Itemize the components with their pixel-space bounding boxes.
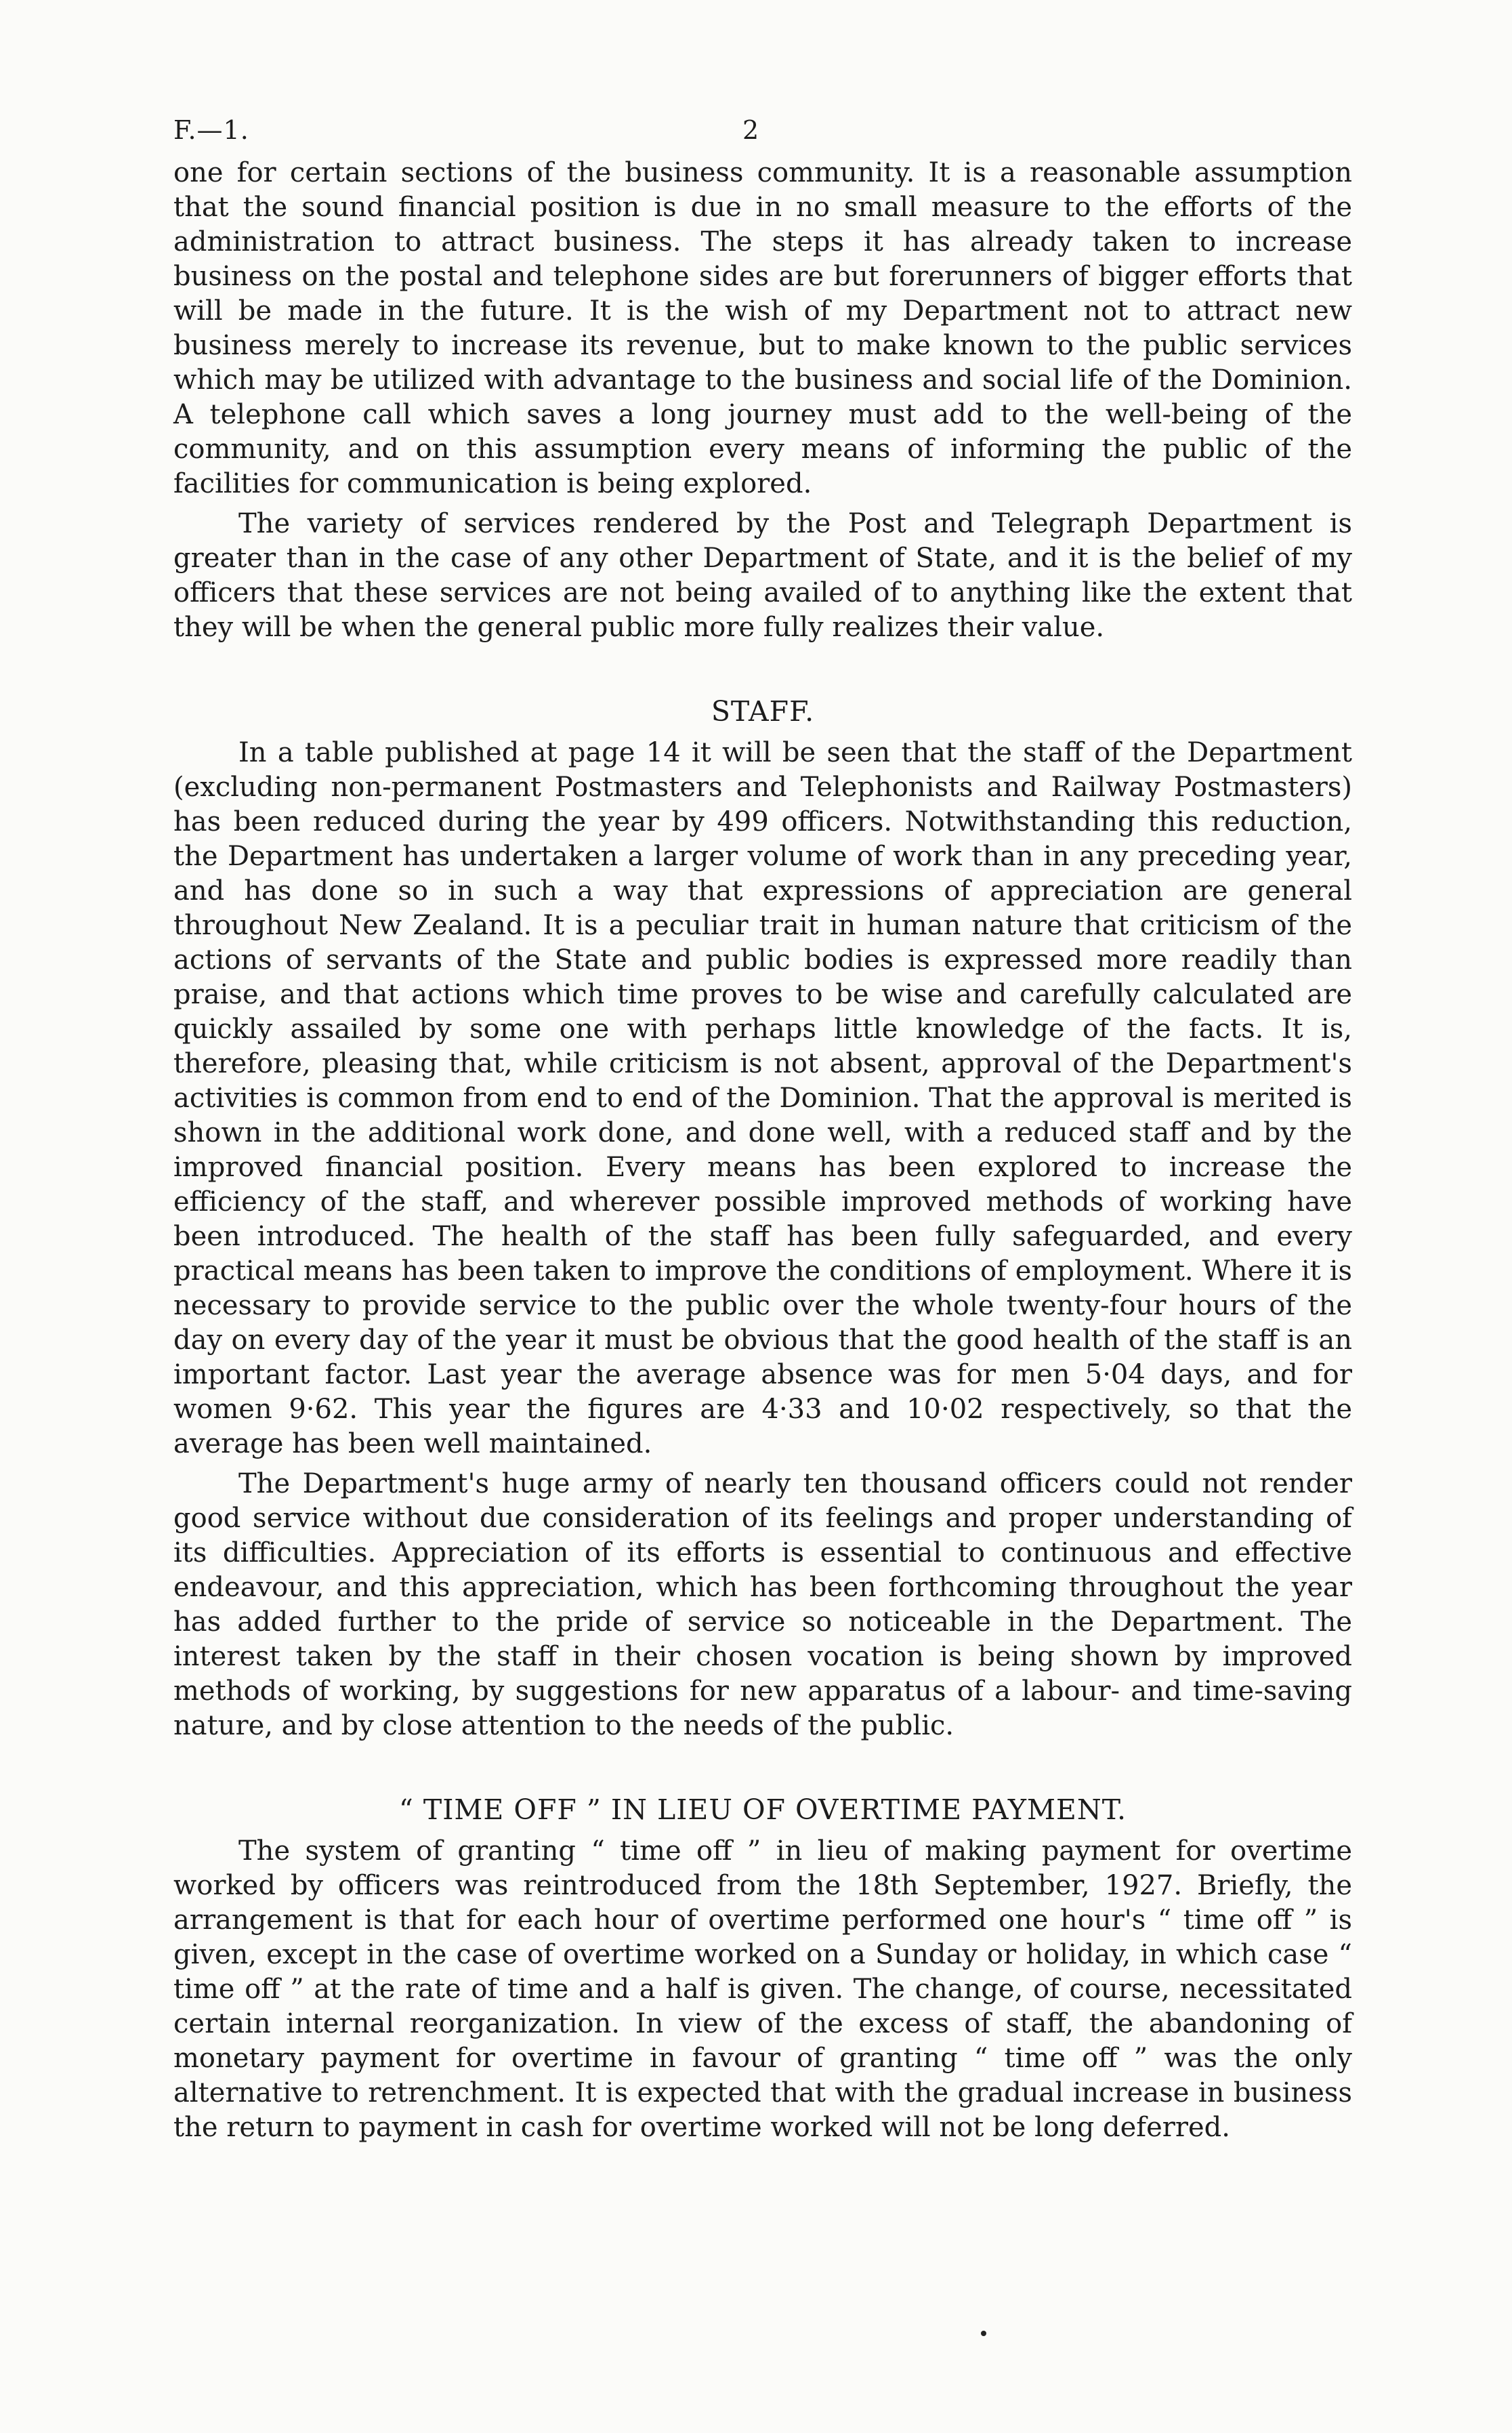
document-page (173, 102, 1352, 2145)
time-off-heading: “ TIME OFF ” IN LIEU OF OVERTIME PAYMENT. (398, 1793, 1127, 1826)
document-reference: F.—1. (173, 115, 249, 145)
page-header (173, 102, 1352, 156)
staff-paragraph-2: The Department's huge army of nearly ten thousand officers could not render good service without due consideration of its feelings and proper understanding of its difficulties. Appreciation of its efforts is essential to continuous and effective endeavour, and this appreciation, which has been forthcoming throughout the year has added further to the pride of service so noticeable in the Department. The interest taken by the staff in their chosen vocation is being shown by improved methods of working, by suggestions for new apparatus of a labour- and time-saving nature, and by close attention to the needs of the public. (173, 1468, 1352, 1741)
intro-paragraph-1: one for certain sections of the business community. It is a reasonable assumption that the sound financial position is due in no small measure to the efforts of the administration to attract business. The steps it has already taken to increase business on the postal and telephone sides are but forerunners of bigger efforts that will be made in the future. It is the wish of my Department not to attract new business merely to increase its revenue, but to make known to the public services which may be utilized with advantage to the business and social life of the Dominion. A telephone call which saves a long journey must add to the well-being of the community, and on this assumption every means of informing the public of the facilities for communication is being explored. (173, 157, 1352, 499)
intro-paragraph-2: The variety of services rendered by the Post and Telegraph Department is greater than in the case of any other Department of State, and it is the belief of my officers that these services are not being availed of to anything like the extent that they will be when the general public more fully realizes their value. (173, 508, 1352, 643)
page-number: 2 (742, 115, 759, 145)
stray-dot-mark (981, 2331, 986, 2336)
staff-heading: STAFF. (711, 695, 815, 728)
time-off-paragraph-1: The system of granting “ time off ” in lieu of making payment for overtime worked by officers was reintroduced from the 18th September, 1927. Briefly, the arrangement is that for each hour of overtime performed one hour's “ time off ” is given, except in the case of overtime worked on a Sunday or holiday, in which case “ time off ” at the rate of time and a half is given. The change, of course, necessitated certain internal reorganization. In view of the excess of staff, the abandoning of monetary payment for overtime in favour of granting “ time off ” was the only alternative to retrenchment. It is expected that with the gradual increase in business the return to payment in cash for overtime worked will not be long deferred. (173, 1835, 1352, 2143)
staff-paragraph-1: In a table published at page 14 it will be seen that the staff of the Department (excluding non-permanent Postmasters and Telephonists and Railway Postmasters) has been reduced during the year by 499 officers. Notwithstanding this reduction, the Department has undertaken a larger volume of work than in any preceding year, and has done so in such a way that expressions of appreciation are general throughout New Zealand. It is a peculiar trait in human nature that criticism of the actions of servants of the State and public bodies is expressed more readily than praise, and that actions which time proves to be wise and carefully calculated are quickly assailed by some one with perhaps little knowledge of the facts. It is, therefore, pleasing that, while criticism is not absent, approval of the Department's activities is common from end to end of the Dominion. That the approval is merited is shown in the additional work done, and done well, with a reduced staff and by the improved financial position. Every means has been explored to increase the efficiency of the staff, and wherever possible improved methods of working have been introduced. The health of the staff has been fully safeguarded, and every practical means has been taken to improve the conditions of employment. Where it is necessary to provide service to the public over the whole twenty-four hours of the day on every day of the year it must be obvious that the good health of the staff is an important factor. Last year the average absence was for men 5·04 days, and for women 9·62. This year the figures are 4·33 and 10·02 respectively, so that the average has been well maintained. (173, 737, 1352, 1459)
